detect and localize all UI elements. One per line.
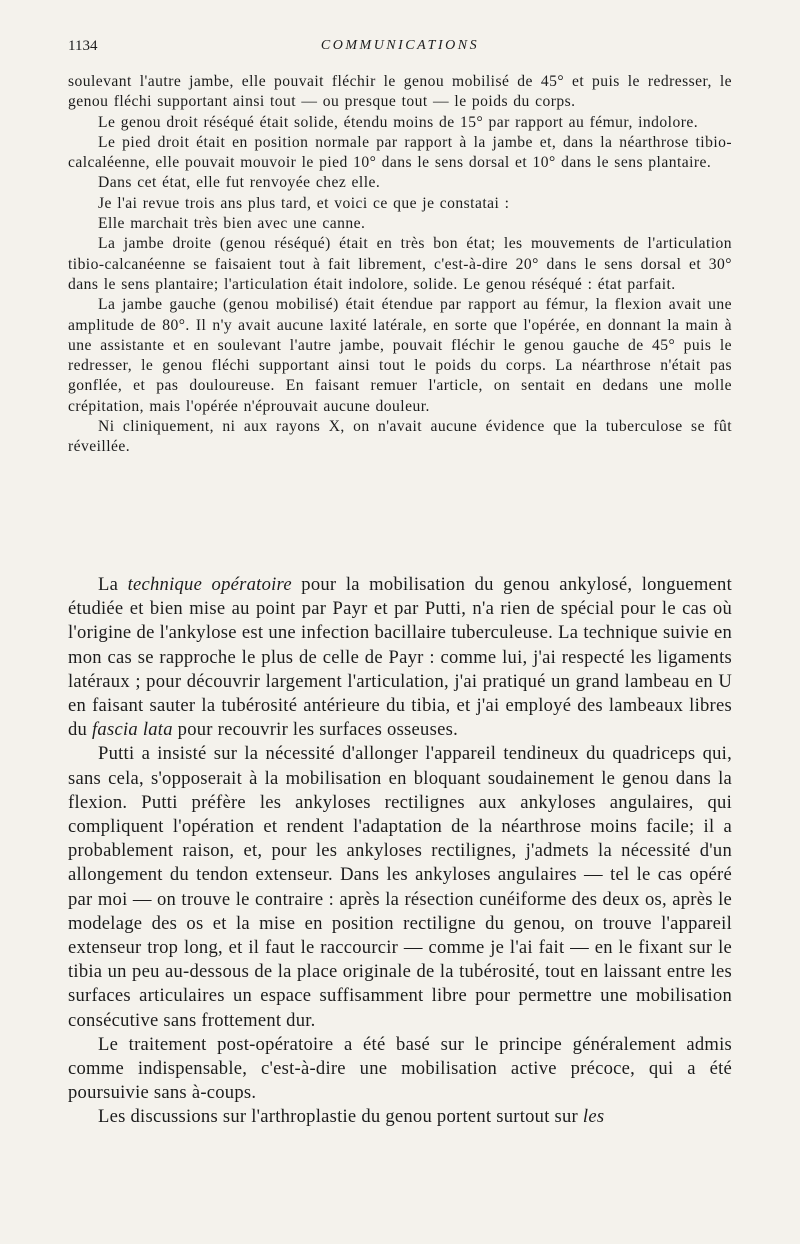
case-paragraph: Elle marchait très bien avec une canne. xyxy=(98,215,366,233)
text-run: pour la mobilisation du genou ankylosé, longuement étudiée et bien mise au point par Payr et par Putti, n'a rien de spécial pour le cas où l'origine de l'ankylose est une infection bacillaire tuberculeuse. La technique suivie en mon cas se rapproche le plus de celle de Payr : comme lui, j'ai respecté les ligaments latéraux ; pour découvrir largement l'articulation, j'ai pratiqué un grand lambeau en U en faisant sauter la tubérosité antérieure du tibia, et j'ai employé des lambeaux libres du xyxy=(68,574,732,741)
page-number: 1134 xyxy=(68,38,98,54)
italic-term: les xyxy=(582,1106,605,1128)
discussion-paragraph xyxy=(68,1105,732,1129)
postop-paragraph: Le traitement post-opératoire a été basé sur le principe généralement admis comme indispensable, c'est-à-dire une mobilisation active précoce, qui a été poursuivie sans à-coups. xyxy=(68,1033,732,1104)
case-paragraph: Dans cet état, elle fut renvoyée chez elle. xyxy=(98,174,381,192)
case-paragraph: Ni cliniquement, ni aux rayons X, on n'avait aucune évidence que la tuberculose se fût réveillée. xyxy=(68,418,732,456)
text-run: pour recouvrir les surfaces osseuses. xyxy=(172,719,458,741)
technique-paragraph xyxy=(68,573,732,742)
case-paragraph: soulevant l'autre jambe, elle pouvait fléchir le genou mobilisé de 45° et puis le redresser, le genou fléchi supportant ainsi tout — ou presque tout — le poids du corps. xyxy=(68,73,732,111)
text-run: La xyxy=(98,574,128,595)
case-paragraph: Je l'ai revue trois ans plus tard, et voici ce que je constatai : xyxy=(98,194,510,212)
case-paragraph: Le pied droit était en position normale par rapport à la jambe et, dans la néarthrose tibio-calcaléenne, elle pouvait mouvoir le pied 10° dans le sens dorsal et 10° dans le sens plantaire. xyxy=(68,133,732,172)
case-paragraph: La jambe gauche (genou mobilisé) était étendue par rapport au fémur, la flexion avait une amplitude de 80°. Il n'y avait aucune laxité latérale, en sorte que l'opérée, en donnant la main à une assistante et en soulevant l'autre jambe, pouvait fléchir le genou gauche de 45° puis le redresser, le genou fléchi supportant ainsi tout le poids du corps. La néarthrose n'était pas gonflée, et pas douloureuse. En faisant remuer l'article, on sentait en dedans une molle crépitation, mais l'opérée n'éprouvait aucune douleur. xyxy=(68,296,732,415)
case-report-block xyxy=(68,72,732,458)
discussion-block xyxy=(68,573,732,1130)
text-run: Les discussions sur l'arthroplastie du genou portent surtout sur xyxy=(98,1106,583,1128)
italic-term: technique opératoire xyxy=(127,574,292,595)
running-title: COMMUNICATIONS xyxy=(320,38,480,53)
putti-paragraph: Putti a insisté sur la nécessité d'allonger l'appareil tendineux du quadriceps qui, sans cela, s'opposerait à la mobilisation en bloquant soudainement le genou dans la flexion. Putti préfère les ankyloses rectilignes aux ankyloses angulaires, qui compliquent l'opération et rendent l'adaptation de la néarthrose moins facile; il a probablement raison, et, pour les ankyloses rectilignes, j'admets la nécessité d'un allongement du tendon extenseur. Dans les ankyloses angulaires — tel le cas opéré par moi — on trouve le contraire : après la résection cunéiforme des deux os, après le modelage des os et la mise en position rectiligne du genou, on trouve l'appareil extenseur trop long, et il faut le raccourcir — comme je l'ai fait — en le fixant sur le tibia un peu au-dessous de la place originale de la tubérosité, tout en laissant entre les surfaces articulaires un espace suffisamment libre pour permettre une mobilisation consécutive sans frottement dur. xyxy=(68,743,732,1031)
italic-term: fascia lata xyxy=(92,719,173,741)
case-paragraph: Le genou droit réséqué était solide, étendu moins de 15° par rapport au fémur, indolore. xyxy=(98,113,699,131)
page-header xyxy=(68,38,732,60)
case-paragraph: La jambe droite (genou réséqué) était en très bon état; les mouvements de l'articulation tibio-calcanéenne se faisaient tout à fait librement, c'est-à-dire 20° dans le sens dorsal et 30° dans le sens plantaire; l'articulation était indolore, solide. Le genou réséqué : état parfait. xyxy=(68,235,732,293)
